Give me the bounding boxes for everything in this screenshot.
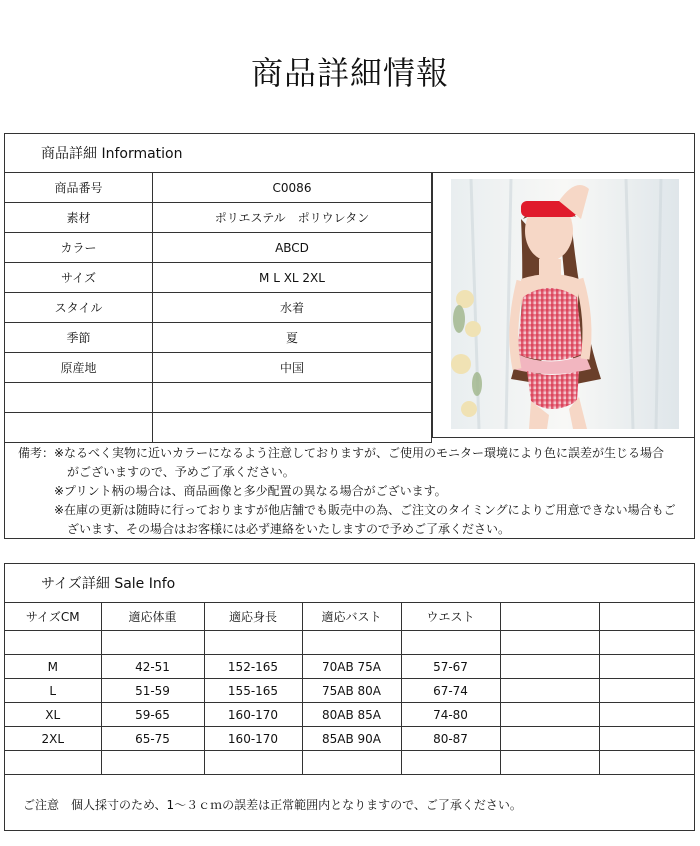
size-cell [302, 631, 401, 655]
size-cell: 2XL [5, 727, 101, 751]
size-header-cell: ウエスト [401, 603, 500, 631]
size-cell [599, 679, 694, 703]
spec-value: 中国 [153, 353, 432, 383]
size-header-cell: 適応バスト [302, 603, 401, 631]
size-row [5, 703, 694, 727]
size-info-panel [4, 563, 695, 831]
spec-value: M L XL 2XL [153, 263, 432, 293]
spec-row [5, 203, 432, 233]
remark-line: ざいます、その場合はお客様には必ず連絡をいたしますので予めご了承ください。 [67, 522, 511, 536]
size-header-cell [599, 603, 694, 631]
size-cell [5, 751, 101, 775]
size-cell: 80-87 [401, 727, 500, 751]
spec-row [5, 293, 432, 323]
size-cell [599, 727, 694, 751]
spec-label [5, 383, 153, 413]
info-heading: 商品詳細 Information [5, 134, 694, 173]
size-heading: サイズ詳細 Sale Info [5, 564, 694, 603]
size-row [5, 751, 694, 775]
product-info-panel [4, 133, 695, 539]
size-cell [204, 751, 302, 775]
size-header-cell: 適応体重 [101, 603, 204, 631]
spec-value: 水着 [153, 293, 432, 323]
spec-label: 素材 [5, 203, 153, 233]
size-cell: 67-74 [401, 679, 500, 703]
size-cell [599, 703, 694, 727]
spec-value [153, 413, 432, 443]
size-cell: 51-59 [101, 679, 204, 703]
page-title: 商品詳細情報 [250, 54, 449, 92]
size-cell: 57-67 [401, 655, 500, 679]
size-cell: 75AB 80A [302, 679, 401, 703]
size-cell [5, 631, 101, 655]
size-cell [599, 631, 694, 655]
size-cell [204, 631, 302, 655]
size-cell: 85AB 90A [302, 727, 401, 751]
size-cell [302, 751, 401, 775]
size-cell [500, 751, 599, 775]
remark-line: がございますので、予めご了承ください。 [67, 465, 295, 479]
size-cell [500, 703, 599, 727]
size-table [5, 603, 694, 775]
size-cell [500, 655, 599, 679]
spec-row [5, 353, 432, 383]
size-note: ご注意 個人採寸のため、1～３ｃｍの誤差は正常範囲内となりますので、ご了承ください。 [23, 798, 522, 812]
size-cell: 160-170 [204, 727, 302, 751]
size-cell: 70AB 75A [302, 655, 401, 679]
size-cell: 74-80 [401, 703, 500, 727]
remark-line: ※在庫の更新は随時に行っておりますが他店舗でも販売中の為、ご注文のタイミングによりご用意できない場合もご [54, 503, 676, 517]
spec-row [5, 173, 432, 203]
spec-value [153, 383, 432, 413]
size-cell [401, 631, 500, 655]
spec-row [5, 383, 432, 413]
spec-value: ABCD [153, 233, 432, 263]
spec-label [5, 413, 153, 443]
spec-value: C0086 [153, 173, 432, 203]
size-cell [599, 655, 694, 679]
remark-line: 備考：※なるべく実物に近いカラーになるよう注意しておりますが、ご使用のモニター環境により色に誤差が生じる場合 [18, 446, 665, 460]
spec-label: 季節 [5, 323, 153, 353]
spec-row [5, 263, 432, 293]
product-photo [451, 179, 679, 429]
size-row [5, 727, 694, 751]
size-cell: 155-165 [204, 679, 302, 703]
spec-label: 商品番号 [5, 173, 153, 203]
size-cell [101, 751, 204, 775]
spec-table [5, 173, 432, 443]
size-header-cell [500, 603, 599, 631]
product-photo-cell [432, 173, 694, 438]
size-cell [500, 727, 599, 751]
spec-value: ポリエステル ポリウレタン [153, 203, 432, 233]
size-cell: 65-75 [101, 727, 204, 751]
size-header-cell: サイズCM [5, 603, 101, 631]
size-cell: 160-170 [204, 703, 302, 727]
size-cell: 59-65 [101, 703, 204, 727]
size-cell: L [5, 679, 101, 703]
size-cell [500, 631, 599, 655]
size-header-cell: 適応身長 [204, 603, 302, 631]
spec-label: サイズ [5, 263, 153, 293]
size-row [5, 631, 694, 655]
spec-value: 夏 [153, 323, 432, 353]
size-cell: M [5, 655, 101, 679]
spec-row [5, 323, 432, 353]
spec-label: カラー [5, 233, 153, 263]
size-row [5, 679, 694, 703]
spec-row [5, 413, 432, 443]
size-cell: 80AB 85A [302, 703, 401, 727]
remark-line: ※プリント柄の場合は、商品画像と多少配置の異なる場合がございます。 [54, 484, 447, 498]
size-cell: 42-51 [101, 655, 204, 679]
size-header-row [5, 603, 694, 631]
size-cell: 152-165 [204, 655, 302, 679]
size-cell [401, 751, 500, 775]
size-cell [599, 751, 694, 775]
size-cell: XL [5, 703, 101, 727]
size-cell [101, 631, 204, 655]
spec-label: 原産地 [5, 353, 153, 383]
spec-label: スタイル [5, 293, 153, 323]
size-row [5, 655, 694, 679]
spec-row [5, 233, 432, 263]
size-cell [500, 679, 599, 703]
